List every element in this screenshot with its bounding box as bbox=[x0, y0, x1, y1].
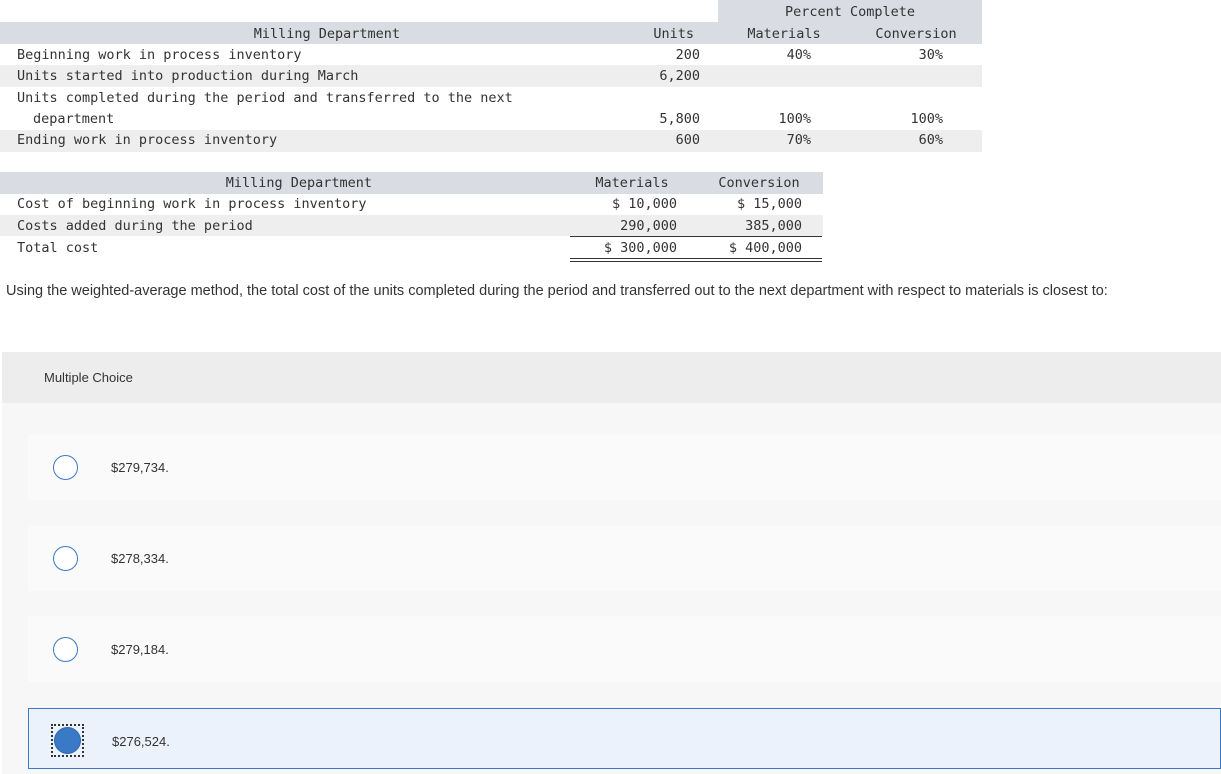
total-double-underline-bottom bbox=[570, 261, 822, 262]
units-value: 600 bbox=[675, 132, 700, 148]
materials-column-header: Materials bbox=[595, 175, 669, 191]
conversion-cost: 385,000 bbox=[745, 218, 802, 234]
choice-option-selected[interactable] bbox=[28, 708, 1221, 769]
conversion-percent: 30% bbox=[918, 47, 943, 63]
choice-option[interactable] bbox=[28, 434, 1221, 500]
materials-column-header: Materials bbox=[747, 26, 821, 42]
conversion-percent: 100% bbox=[910, 111, 943, 127]
units-column-header: Units bbox=[653, 26, 694, 42]
conversion-cost: $ 15,000 bbox=[736, 196, 802, 212]
row-label: Beginning work in process inventory bbox=[17, 47, 302, 63]
multiple-choice-title: Multiple Choice bbox=[44, 370, 133, 385]
units-value: 5,800 bbox=[659, 111, 700, 127]
materials-cost: 290,000 bbox=[620, 218, 677, 234]
materials-percent: 100% bbox=[778, 111, 811, 127]
row-label: Cost of beginning work in process inventory bbox=[17, 196, 367, 212]
radio-button[interactable] bbox=[53, 546, 78, 571]
question-text: Using the weighted-average method, the total cost of the units completed during the period and transferred out to the next department with respect to materials is closest to: bbox=[6, 283, 1108, 299]
choice-option[interactable] bbox=[28, 616, 1221, 682]
radio-button-selected[interactable] bbox=[54, 727, 81, 754]
percent-complete-label: Percent Complete bbox=[784, 4, 916, 20]
materials-percent: 70% bbox=[786, 132, 811, 148]
conversion-percent: 60% bbox=[918, 132, 943, 148]
row-label-continued: department bbox=[33, 111, 115, 127]
units-table bbox=[0, 0, 982, 152]
radio-button[interactable] bbox=[53, 455, 78, 480]
choice-label: $279,734. bbox=[111, 460, 169, 475]
row-label: Total cost bbox=[17, 240, 99, 256]
choice-label: $278,334. bbox=[111, 551, 169, 566]
conversion-column-header: Conversion bbox=[718, 175, 800, 191]
total-double-underline-top bbox=[570, 258, 822, 259]
radio-button[interactable] bbox=[53, 637, 78, 662]
conversion-total: $ 400,000 bbox=[728, 240, 802, 256]
row-label: Units completed during the period and transferred to the next bbox=[17, 90, 513, 106]
row-label: Costs added during the period bbox=[17, 218, 253, 234]
row-label: Units started into production during March bbox=[17, 68, 359, 84]
units-table-title: Milling Department bbox=[253, 26, 400, 42]
choice-label: $276,524. bbox=[112, 734, 170, 749]
units-value: 6,200 bbox=[659, 68, 700, 84]
materials-total: $ 300,000 bbox=[603, 240, 677, 256]
materials-percent: 40% bbox=[786, 47, 811, 63]
conversion-column-header: Conversion bbox=[875, 26, 957, 42]
multiple-choice-panel bbox=[2, 352, 1221, 774]
cost-table bbox=[0, 172, 823, 264]
choice-option[interactable] bbox=[28, 525, 1221, 591]
multiple-choice-header bbox=[2, 352, 1221, 403]
choice-label: $279,184. bbox=[111, 642, 169, 657]
materials-cost: $ 10,000 bbox=[611, 196, 677, 212]
row-label: Ending work in process inventory bbox=[17, 132, 278, 148]
cost-table-title: Milling Department bbox=[225, 175, 372, 191]
units-value: 200 bbox=[675, 47, 700, 63]
